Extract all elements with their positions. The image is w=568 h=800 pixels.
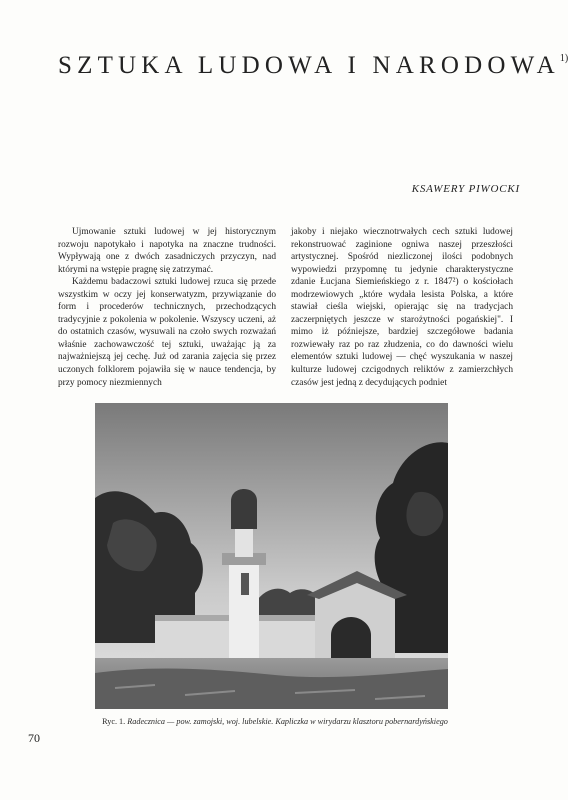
article-title-text: SZTUKA LUDOWA I NARODOWA <box>58 52 560 79</box>
chapel-photo-image <box>95 403 448 709</box>
text-column-left <box>58 226 276 389</box>
paragraph: Ujmowanie sztuki ludowej w jej historycznym rozwoju napotykało i napotyka na znaczne trudności. Wypływają one z dwóch zasadniczych przyczyn, nad którymi na wstępie pragnę się zatrzymać. <box>58 227 276 275</box>
text-column-right <box>291 226 513 389</box>
figure-label: Ryc. 1. <box>102 717 126 726</box>
page-number: 70 <box>28 731 40 745</box>
paragraph: jakoby i niejako wiecznotrwałych cech sztuki ludowej rekonstruować zaginione ogniwa naszej przeszłości artystycznej. Spośród niezliczonej ilości podobnych wypowiedzi przypomnę tu jedynie charakterystyczne zdanie Łucjana Siemieńskiego z r. 1847²) o kościołach modrzewiowych „które wydała lesista Polska, a które stawiał cieśla wiejski, opierając się na tradycjach zaczerpniętych jeszcze w starożytności pogańskiej". I mimo iż późniejsze, bardziej szczegółowe badania rozwiewały raz po raz złudzenia, co do dawności wielu elementów sztuki ludowej — chęć wyszukania w naszej kulturze ludowej czcigodnych reliktów z zamierzchłych czasów jest jedną z decydujących podniet <box>291 227 513 388</box>
figure-caption-text: Radecznica — pow. zamojski, woj. lubelskie. Kapliczka w wirydarzu klasztoru pobernardyńskiego <box>127 717 448 726</box>
figure-caption <box>95 716 455 727</box>
article-author: KSAWERY PIWOCKI <box>411 183 520 195</box>
paragraph: Każdemu badaczowi sztuki ludowej rzuca się przede wszystkim w oczy jej konserwatyzm, przywiązanie do form i procederów technicznych, przechodzących tradycyjnie z pokolenia w pokolenie. Wszyscy uczeni, aż do ostatnich czasów, wysuwali na czoło swych rozważań właśnie zachowawczość tej sztuki, uważając ją za najważniejszą jej cechę. Już od zarania zajęcia się przez uczonych folklorem pojawiła się w nauce tendencja, by przy pomocy niezmiennych <box>58 277 276 388</box>
title-footnote-marker: 1) <box>559 53 568 64</box>
figure-photo <box>95 403 448 709</box>
article-title <box>58 52 568 80</box>
